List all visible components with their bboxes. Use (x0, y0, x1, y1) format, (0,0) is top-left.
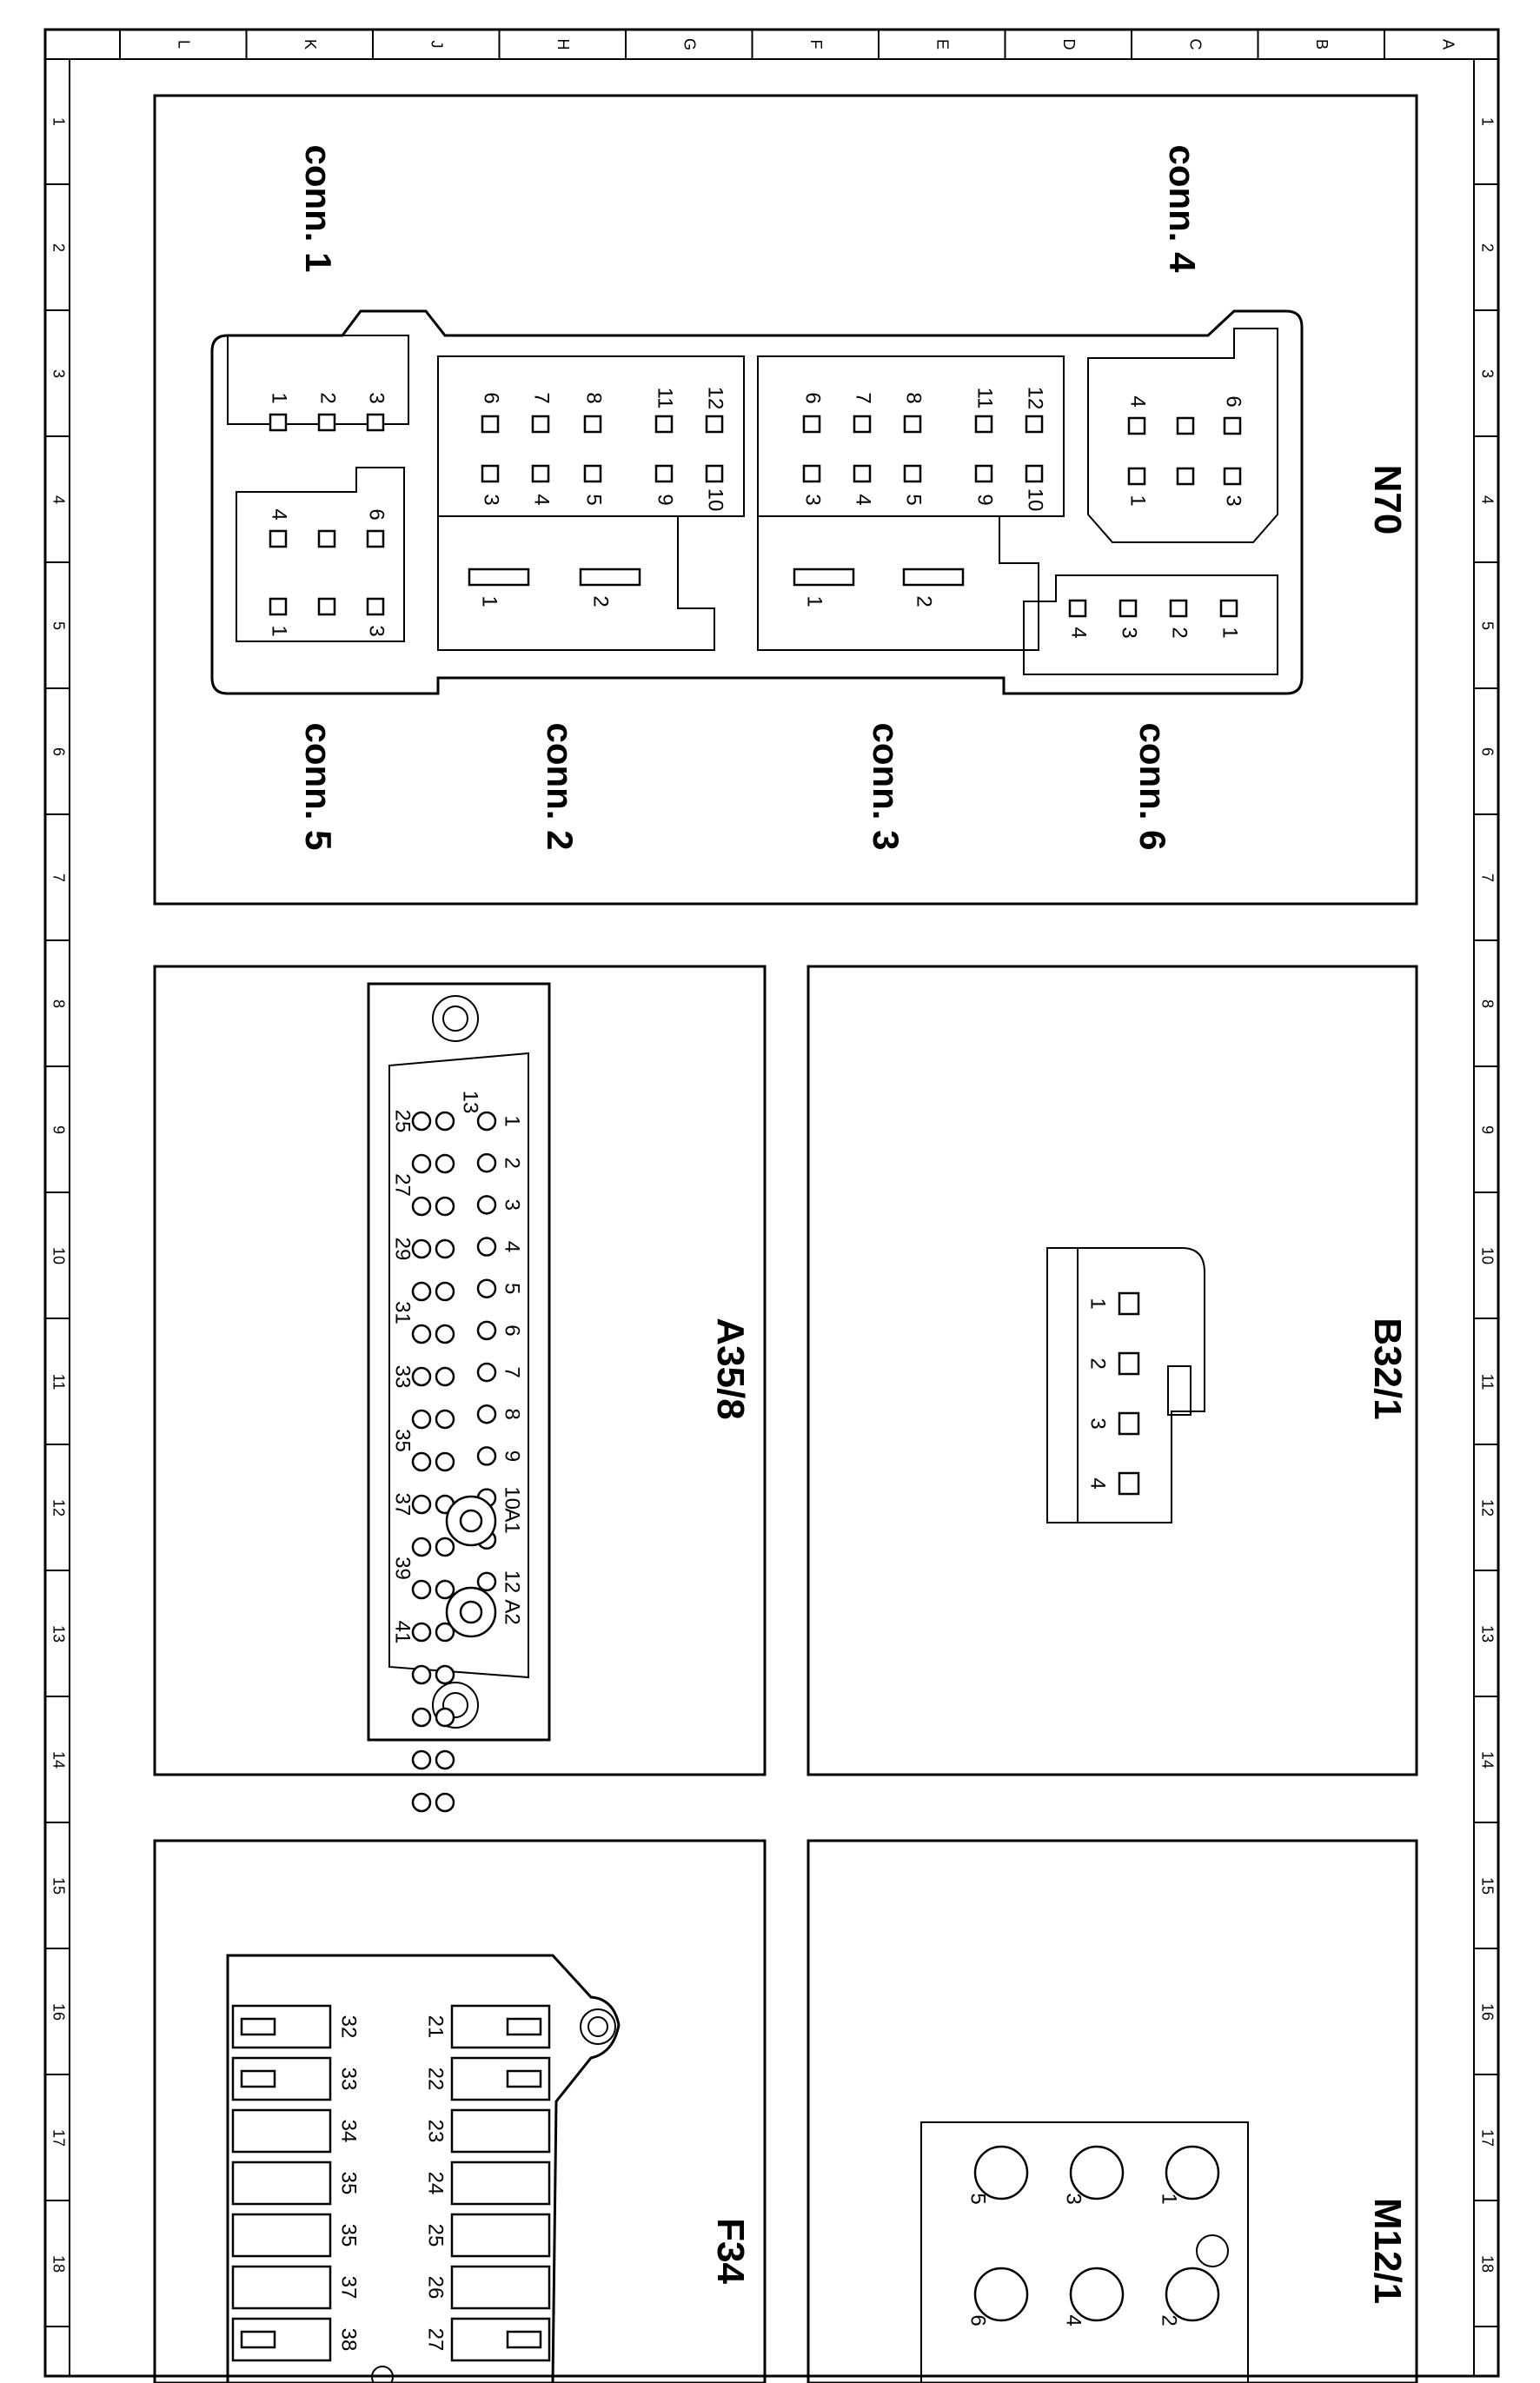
a35-pin-label: 29 (390, 1237, 415, 1261)
a35-pin-label: 1 (500, 1115, 524, 1127)
grid-row-right-15: 15 (1478, 1876, 1497, 1895)
a35-pin-label: 4 (500, 1240, 524, 1253)
b32-title: B32/1 (1366, 1318, 1409, 1420)
a35-pin (478, 1322, 495, 1339)
a35-pin (413, 1453, 430, 1470)
conn1-pin (368, 415, 383, 430)
conn2-pin (585, 416, 601, 432)
conn3-pin-label: 3 (800, 494, 825, 506)
a35-pin-label: 5 (500, 1283, 524, 1295)
f34-fuse-label: 32 (336, 2015, 361, 2039)
f34-fuse-label: 23 (423, 2119, 448, 2143)
conn1-label: conn. 1 (298, 144, 339, 273)
grid-row-left-10: 10 (50, 1246, 68, 1265)
f34-fuse-lower (452, 2214, 549, 2256)
m12-pin (1071, 2147, 1123, 2199)
conn6-pin-label: 3 (1117, 627, 1141, 639)
grid-row-left-4: 4 (50, 495, 68, 505)
grid-row-right-13: 13 (1478, 1624, 1497, 1643)
grid-col-B: B (1312, 38, 1331, 50)
conn5-pin (319, 531, 335, 547)
grid-row-left-1: 1 (50, 116, 68, 127)
grid-row-right-2: 2 (1478, 242, 1497, 253)
f34-fuse-label: 26 (423, 2275, 448, 2300)
a35-pin-label: 12 (500, 1570, 524, 1594)
b32-pin (1119, 1413, 1138, 1434)
conn5-pin-label: 4 (267, 508, 291, 521)
conn3-pin-label: 11 (972, 387, 997, 409)
conn6-pin (1120, 601, 1136, 616)
conn1-pin (270, 415, 286, 430)
a35-pin (413, 1198, 430, 1215)
grid-row-left-14: 14 (50, 1750, 68, 1769)
f34-fuse-lower (452, 2267, 549, 2308)
m12-pin-label: 1 (1157, 2193, 1181, 2205)
conn1-pin-label: 2 (315, 392, 340, 404)
conn2-pin (533, 416, 548, 432)
grid-row-left-2: 2 (50, 242, 68, 253)
m12-pin (1071, 2268, 1123, 2320)
a35-pin (436, 1325, 454, 1343)
conn2-pin (707, 466, 722, 481)
conn3-pin-label: 12 (1023, 386, 1047, 410)
a35-pin (436, 1666, 454, 1683)
conn4-pin-label: 3 (1221, 495, 1245, 507)
grid-row-left-6: 6 (50, 747, 68, 757)
grid-row-left-17: 17 (50, 2128, 68, 2147)
a35-pin-label: 35 (390, 1429, 415, 1452)
a35-pin-label: 8 (500, 1408, 524, 1420)
conn3-pin (905, 416, 920, 432)
grid-row-labels-left (50, 117, 67, 2273)
grid-col-E: E (933, 38, 952, 50)
a35-coax-label: A1 (500, 1508, 524, 1534)
a35-pin (436, 1155, 454, 1172)
grid-row-labels-right (1478, 117, 1496, 2273)
conn3-label: conn. 3 (866, 722, 906, 851)
a35-pin (413, 1240, 430, 1258)
conn2-pin (533, 466, 548, 481)
conn3-pin-label: 5 (901, 494, 926, 506)
f34-title: F34 (709, 2218, 752, 2284)
conn3-pin-field (758, 356, 1064, 516)
grid-col-L: L (175, 39, 193, 50)
conn3-pin-label: 10 (1023, 488, 1047, 512)
m12-pin-label: 4 (1061, 2314, 1085, 2327)
conn2-pin (482, 416, 498, 432)
f34-fuse-label: 37 (336, 2275, 361, 2300)
conn4-pin (1178, 468, 1193, 484)
a35-pin (413, 1794, 430, 1811)
grid-col-F: F (807, 39, 825, 50)
n70-title: N70 (1366, 464, 1409, 535)
conn4-pin-label: 6 (1221, 395, 1245, 408)
m12-pin (1166, 2268, 1218, 2320)
grid-row-left-8: 8 (50, 999, 68, 1009)
a35-pin (413, 1325, 430, 1343)
a35-pin-label: 31 (390, 1301, 415, 1324)
a35-pin (436, 1794, 454, 1811)
conn2-pin (585, 466, 601, 481)
conn2-pin-label: 4 (529, 494, 554, 506)
a35-pin-label: 10 (500, 1486, 524, 1510)
f34-fuse-label: 25 (423, 2223, 448, 2247)
conn2-blade-label: 2 (588, 595, 613, 607)
conn2-pin (482, 466, 498, 481)
b32-pin (1119, 1473, 1138, 1494)
conn2-pin (656, 416, 672, 432)
grid-row-left-3: 3 (50, 368, 68, 379)
conn5-label: conn. 5 (298, 722, 339, 851)
a35-pin (413, 1538, 430, 1556)
conn3-pin-label: 9 (972, 494, 997, 506)
f34-fuse-upper (233, 2162, 330, 2204)
conn3-pin-label: 6 (800, 392, 825, 404)
grid-column-labels (175, 38, 1457, 50)
conn4-pin (1225, 418, 1240, 434)
m12-pin (975, 2147, 1027, 2199)
conn6-pin (1171, 601, 1186, 616)
a35-pin (478, 1280, 495, 1298)
a35-pin-label: 3 (500, 1198, 524, 1211)
f34-fuse-label: 35 (336, 2171, 361, 2195)
grid-row-right-8: 8 (1478, 999, 1497, 1009)
m12-index-hole (1197, 2235, 1228, 2267)
grid-col-H: H (554, 38, 572, 50)
conn1-pin-label: 3 (364, 392, 388, 404)
conn3-pin (854, 466, 870, 481)
conn4-housing (1088, 329, 1278, 542)
grid-row-right-3: 3 (1478, 368, 1497, 379)
f34-fuse-label: 27 (423, 2327, 448, 2352)
conn3-pin (854, 416, 870, 432)
conn2-pin-label: 11 (653, 387, 677, 409)
conn5-pin (368, 531, 383, 547)
conn4-pin (1225, 468, 1240, 484)
a35-pin (478, 1573, 495, 1590)
conn4-pin-label: 1 (1125, 495, 1150, 507)
conn5-pin (319, 599, 335, 614)
a35-pin (413, 1155, 430, 1172)
a35-pin (413, 1623, 430, 1641)
grid-col-G: G (680, 37, 699, 51)
a35-pin (413, 1709, 430, 1726)
conn3-pin-label: 8 (901, 392, 926, 404)
f34-fuse-upper (233, 2267, 330, 2308)
conn4-pin (1178, 418, 1193, 434)
conn5-pin-label: 1 (267, 625, 291, 637)
a35-mount-hole-top (433, 996, 478, 1041)
conn6-pin (1070, 601, 1085, 616)
a35-pin (436, 1411, 454, 1428)
conn3-pin (976, 466, 992, 481)
conn1-pin (319, 415, 335, 430)
conn3-pin (804, 466, 820, 481)
conn2-pin-field (438, 356, 744, 516)
conn5-pin (368, 599, 383, 614)
m12-pin-label: 2 (1157, 2314, 1181, 2327)
conn5-pin-label: 3 (364, 625, 388, 637)
conn5-pin (270, 531, 286, 547)
grid-row-left-5: 5 (50, 621, 68, 631)
a35-pin (413, 1581, 430, 1598)
f34-fuse-lower (452, 2110, 549, 2152)
conn2-pin (707, 416, 722, 432)
conn2-blade (469, 569, 528, 585)
conn5-pin-label: 6 (364, 508, 388, 521)
conn3-pin (804, 416, 820, 432)
a35-pin-label: 37 (390, 1492, 415, 1517)
conn3-blade-label: 1 (802, 595, 826, 607)
conn3-pin-label: 4 (851, 494, 875, 506)
conn2-pin (656, 466, 672, 481)
a35-pin (436, 1709, 454, 1726)
conn1-housing (228, 335, 408, 424)
a35-pin (478, 1112, 495, 1130)
a35-pin (413, 1283, 430, 1300)
b32-pin-label: 2 (1085, 1357, 1110, 1370)
a35-pin (436, 1581, 454, 1598)
conn2-pin-label: 9 (653, 494, 677, 506)
conn6-housing (1024, 575, 1278, 674)
conn3-pin (1026, 416, 1042, 432)
m12-pin (975, 2268, 1027, 2320)
grid-row-left-7: 7 (50, 873, 68, 883)
grid-row-right-17: 17 (1478, 2128, 1497, 2147)
a35-pin (413, 1112, 430, 1130)
m12-pin-label: 6 (966, 2314, 990, 2327)
conn4-label: conn. 4 (1162, 144, 1203, 273)
m12-title: M12/1 (1366, 2197, 1409, 2305)
a35-pin (436, 1198, 454, 1215)
f34-fuse-label: 24 (423, 2171, 448, 2195)
grid-col-D: D (1059, 38, 1078, 50)
b32-pin (1119, 1293, 1138, 1314)
a35-pin-label: 25 (390, 1109, 415, 1133)
a35-pin (413, 1496, 430, 1513)
a35-pin-label: 7 (500, 1366, 524, 1378)
a35-pin (478, 1405, 495, 1423)
f34-fuse-label: 21 (423, 2015, 448, 2039)
a35-pin (478, 1447, 495, 1464)
conn6-pin-label: 1 (1218, 627, 1242, 639)
m12-pin-label: 5 (966, 2193, 990, 2205)
conn2-pin-label: 8 (581, 392, 606, 404)
conn2-pin-label: 3 (479, 494, 503, 506)
a35-pin-label: 9 (500, 1450, 524, 1463)
a35-pin-label: 39 (390, 1557, 415, 1580)
b32-pin-label: 1 (1085, 1298, 1110, 1310)
conn6-pin-label: 2 (1167, 627, 1192, 639)
b32-latch (1168, 1366, 1191, 1415)
a35-pin-label: 41 (390, 1620, 415, 1644)
a35-panel (155, 966, 765, 1811)
grid-col-A: A (1439, 38, 1457, 50)
a35-pin (436, 1368, 454, 1385)
conn6-label: conn. 6 (1132, 722, 1173, 851)
grid-col-K: K (301, 38, 319, 50)
conn4-pin (1129, 468, 1145, 484)
f34-fuse-upper (233, 2110, 330, 2152)
grid-row-left-13: 13 (50, 1624, 68, 1643)
grid-row-right-14: 14 (1478, 1750, 1497, 1769)
grid-col-J: J (428, 40, 446, 49)
a35-pin (413, 1666, 430, 1683)
f34-mount-hole (581, 2009, 615, 2044)
a35-pin-label: 2 (500, 1157, 524, 1169)
grid-row-right-1: 1 (1478, 116, 1497, 127)
b32-pin-label: 3 (1085, 1417, 1110, 1430)
grid-row-left-15: 15 (50, 1876, 68, 1895)
conn2-blade (581, 569, 640, 585)
a35-pin (478, 1238, 495, 1256)
f34-panel (155, 1841, 765, 2383)
f34-fuse-label: 22 (423, 2067, 448, 2091)
a35-pin (436, 1751, 454, 1769)
a35-pin-label: 33 (390, 1364, 415, 1389)
n70-panel (155, 96, 1417, 904)
a35-pin (436, 1112, 454, 1130)
a35-pin (413, 1368, 430, 1385)
grid-row-left-9: 9 (50, 1125, 68, 1135)
conn4-pin (1129, 418, 1145, 434)
a35-pin (478, 1196, 495, 1213)
m12-pin-label: 3 (1061, 2193, 1085, 2205)
grid-row-right-9: 9 (1478, 1125, 1497, 1135)
a35-pin (413, 1751, 430, 1769)
a35-pin (436, 1240, 454, 1258)
conn2-pin-label: 10 (703, 488, 727, 512)
grid-row-right-16: 16 (1478, 2002, 1497, 2021)
a35-pin-label: 6 (500, 1324, 524, 1337)
conn3-pin (905, 466, 920, 481)
conn6-pin (1221, 601, 1237, 616)
conn2-pin-label: 5 (581, 494, 606, 506)
grid-row-right-10: 10 (1478, 1246, 1497, 1265)
f34-fuse-upper (233, 2214, 330, 2256)
a35-pin (436, 1453, 454, 1470)
grid-row-right-18: 18 (1478, 2254, 1497, 2273)
a35-pin (436, 1283, 454, 1300)
conn3-pin (1026, 466, 1042, 481)
a35-pin (436, 1538, 454, 1556)
conn3-blade (904, 569, 963, 585)
a35-pin-label: 27 (390, 1173, 415, 1197)
conn2-blade-label: 1 (477, 595, 501, 607)
b32-pin-label: 4 (1085, 1477, 1110, 1490)
conn3-blade (794, 569, 853, 585)
a35-pin-label-13: 13 (458, 1090, 482, 1114)
conn5-pin (270, 599, 286, 614)
grid-row-left-16: 16 (50, 2002, 68, 2021)
a35-pin (413, 1411, 430, 1428)
conn3-pin-label: 7 (851, 392, 875, 404)
conn2-pin-label: 12 (703, 386, 727, 410)
a35-pin (478, 1364, 495, 1381)
conn2-pin-label: 6 (479, 392, 503, 404)
f34-fuse-label: 35 (336, 2223, 361, 2247)
grid-row-left-18: 18 (50, 2254, 68, 2273)
f34-fuse-label: 34 (336, 2119, 361, 2143)
grid-row-right-7: 7 (1478, 873, 1497, 883)
grid-row-right-5: 5 (1478, 621, 1497, 631)
conn2-pin-label: 7 (529, 392, 554, 404)
grid-row-left-11: 11 (50, 1373, 68, 1391)
conn3-pin (976, 416, 992, 432)
b32-pin (1119, 1353, 1138, 1374)
conn2-label: conn. 2 (540, 722, 581, 851)
conn4-pin-label: 4 (1125, 395, 1150, 408)
m12-panel (808, 1841, 1417, 2383)
grid-row-right-4: 4 (1478, 495, 1497, 505)
f34-fuse-label: 38 (336, 2327, 361, 2352)
a35-coax-label: A2 (500, 1599, 524, 1625)
f34-fuse-label: 33 (336, 2067, 361, 2091)
m12-pin (1166, 2147, 1218, 2199)
a35-title: A35/8 (709, 1318, 752, 1420)
conn3-blade-label: 2 (912, 595, 936, 607)
b32-panel (808, 966, 1417, 1775)
grid-col-C: C (1186, 38, 1205, 50)
conn6-pin-label: 4 (1066, 627, 1091, 639)
conn1-pin-label: 1 (267, 392, 291, 404)
grid-row-left-12: 12 (50, 1498, 68, 1517)
a35-pin (478, 1154, 495, 1172)
grid-row-right-11: 11 (1478, 1373, 1497, 1391)
f34-fuse-lower (452, 2162, 549, 2204)
grid-row-right-12: 12 (1478, 1498, 1497, 1517)
grid-row-right-6: 6 (1478, 747, 1497, 757)
